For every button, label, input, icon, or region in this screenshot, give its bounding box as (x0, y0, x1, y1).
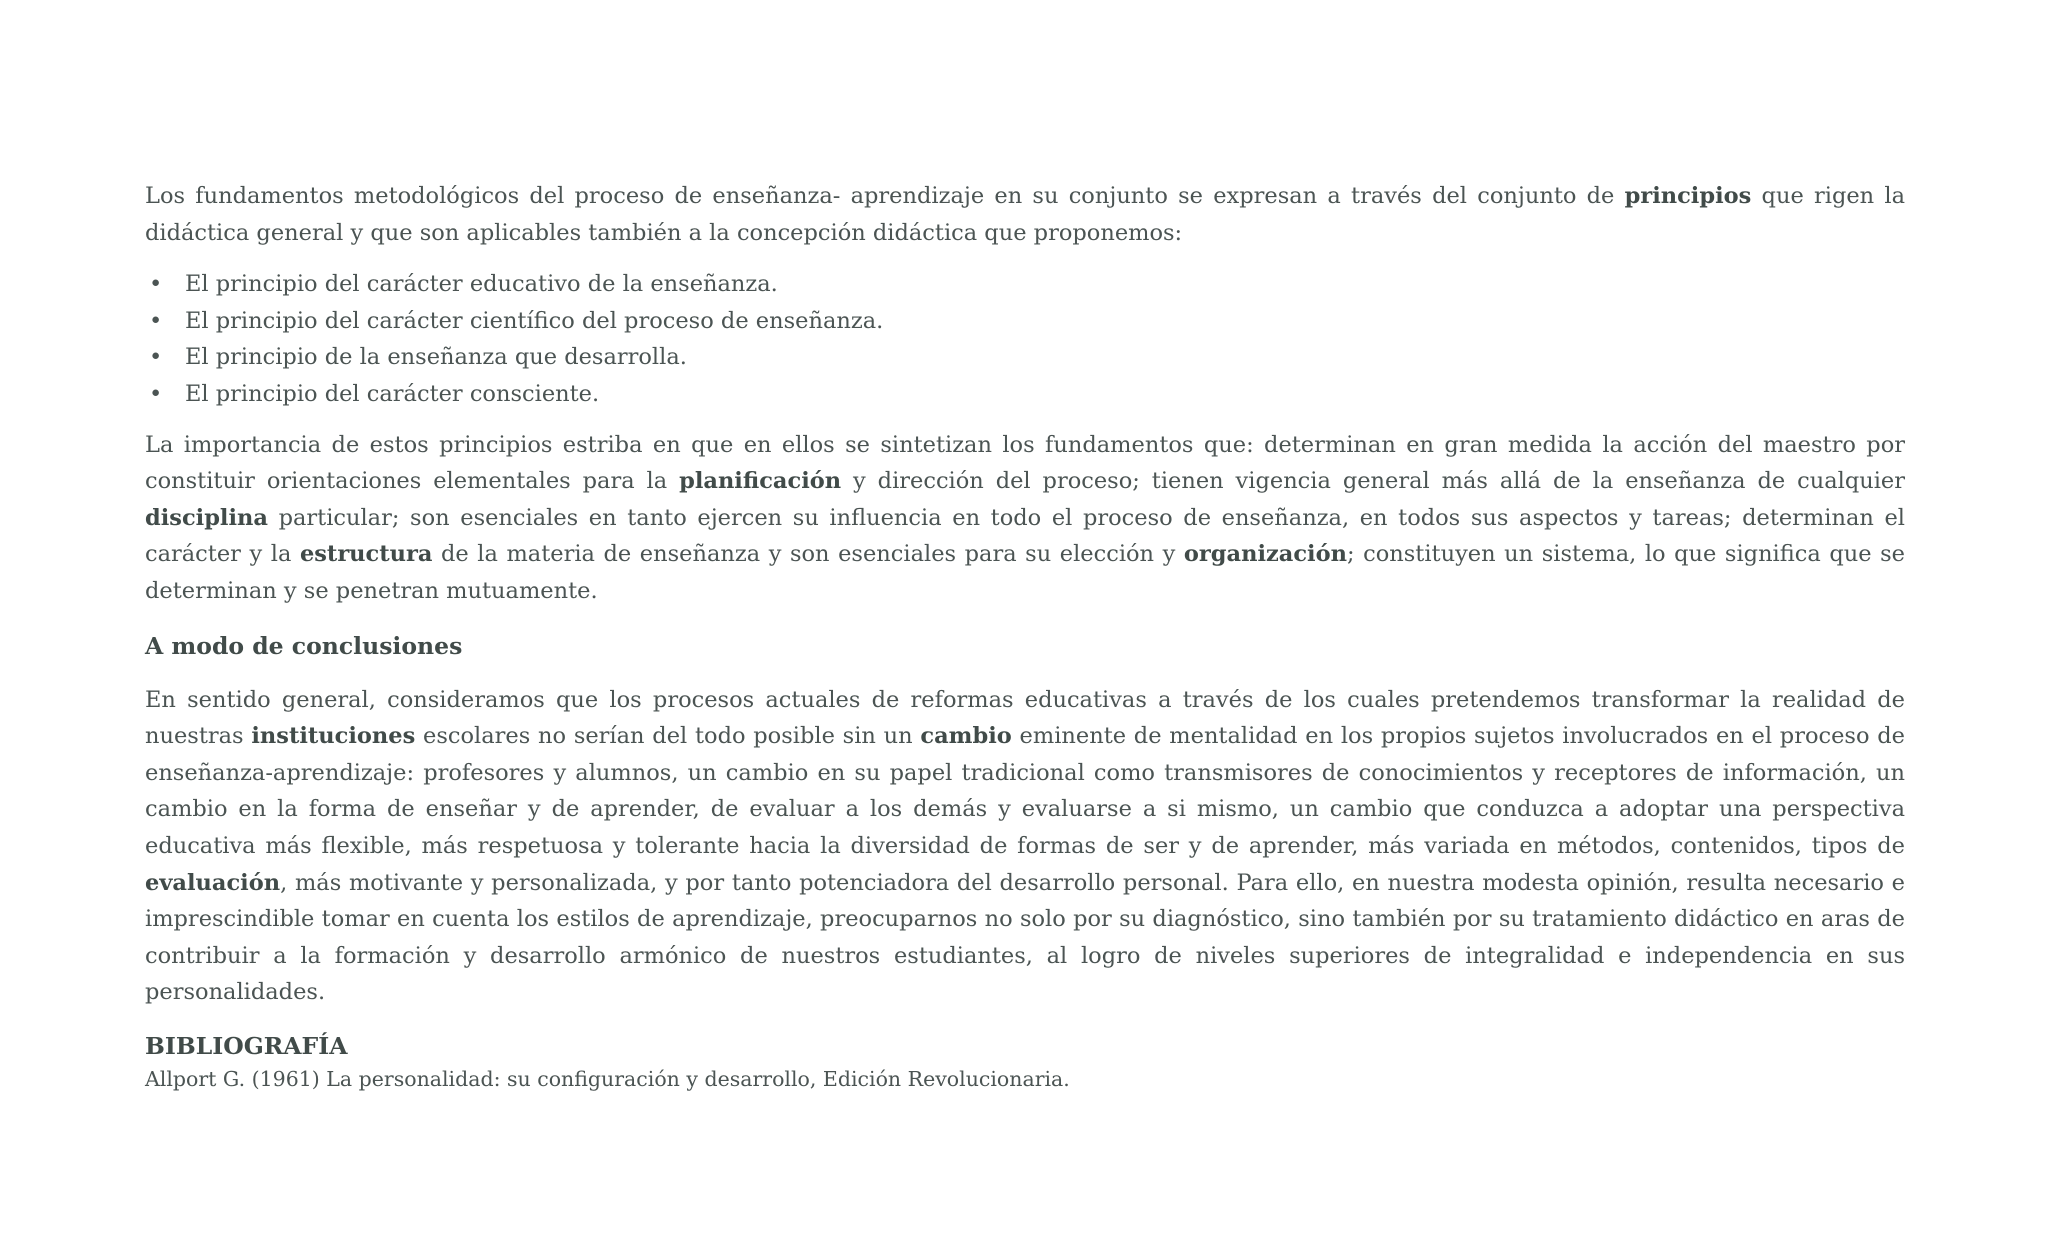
intro-text-2: que rigen la didáctica general y que son aplicables también a la concepción didáctica que proponemos: (145, 183, 1906, 246)
importance-text-3: particular; son esenciales en tanto ejercen su influencia en todo el proceso de enseñanza, en todos sus aspectos y tareas; determinan el carácter y la (145, 504, 1905, 568)
importance-bold-planificacion: planificación (679, 468, 842, 495)
conclusions-text-1: En sentido general, consideramos que los procesos actuales de reformas educativas a través de los cuales pretendemos transformar la realidad de nuestras (145, 686, 1905, 750)
list-item-text: El principio de la enseñanza que desarrolla. (185, 344, 687, 371)
document-page (145, 178, 1905, 1094)
importance-text-2: y dirección del proceso; tienen vigencia general más allá de la enseñanza de cualquier (841, 468, 1905, 495)
bibliography-entry: Allport G. (1961) La personalidad: su configuración y desarrollo, Edición Revolucionaria. (145, 1066, 1070, 1091)
bibliography-title: BIBLIOGRAFÍA (145, 1031, 348, 1060)
list-item (145, 303, 1905, 340)
intro-text-1: Los fundamentos metodológicos del proceso de enseñanza- aprendizaje en su conjunto se expresan a través del conjunto de (145, 183, 1625, 209)
list-item (145, 266, 1905, 303)
importance-bold-estructura: estructura (299, 541, 433, 568)
principles-list (145, 266, 1905, 412)
conclusions-text-4: , más motivante y personalizada, y por tanto potenciadora del desarrollo personal. Para ello, en nuestra modesta opinión, resulta necesario e imprescindible tomar en cuenta los estilos de aprendizaje, preocuparnos no solo por su diagnóstico, sino también por su tratamiento didáctico en aras de contribuir a la formación y desarrollo armónico de nuestros estudiantes, al logro de niveles superiores de integralidad e independencia en sus personalidades. (145, 869, 1905, 1006)
importance-text-5: ; constituyen un sistema, lo que significa que se determinan y se penetran mutuamente. (145, 541, 1905, 604)
importance-text-4: de la materia de enseñanza y son esenciales para su elección y (432, 541, 1184, 568)
conclusions-text-3: eminente de mentalidad en los propios sujetos involucrados en el proceso de enseñanza-aprendizaje: profesores y alumnos, un cambio en su papel tradicional como transmisores de conocimientos y receptores de información, un cambio en la forma de enseñar y de aprender, de evaluar a los demás y evaluarse a si mismo, un cambio que conduzca a adoptar una perspectiva educativa más flexible, más respetuosa y tolerante hacia la diversidad de formas de ser y de aprender, más variada en métodos, contenidos, tipos de (145, 723, 1905, 859)
conclusions-heading: A modo de conclusiones (145, 631, 463, 660)
importance-bold-disciplina: disciplina (145, 504, 268, 531)
conclusions-bold-evaluacion: evaluación (145, 869, 281, 896)
importance-bold-organizacion: organización (1183, 541, 1347, 568)
intro-paragraph (145, 178, 1905, 251)
list-item-text: El principio del carácter educativo de la enseñanza. (185, 271, 778, 298)
conclusions-bold-cambio: cambio (920, 723, 1012, 750)
conclusions-text-2: escolares no serían del todo posible sin un (415, 723, 921, 750)
list-item-text: El principio del carácter científico del proceso de enseñanza. (185, 307, 884, 334)
bullet-icon: • (149, 307, 163, 334)
importance-text-1: La importancia de estos principios estriba en que en ellos se sintetizan los fundamentos que: determinan en gran medida la acción del maestro por constituir orientaciones elementales para la (145, 431, 1905, 495)
list-item (145, 376, 1905, 413)
conclusions-bold-instituciones: instituciones (251, 723, 416, 750)
bullet-icon: • (149, 271, 163, 298)
conclusions-paragraph (145, 682, 1905, 1011)
intro-bold-principios: principios (1624, 183, 1752, 209)
bullet-icon: • (149, 380, 163, 407)
bullet-icon: • (149, 344, 163, 371)
list-item (145, 339, 1905, 376)
list-item-text: El principio del carácter consciente. (185, 380, 600, 407)
importance-paragraph (145, 427, 1905, 610)
